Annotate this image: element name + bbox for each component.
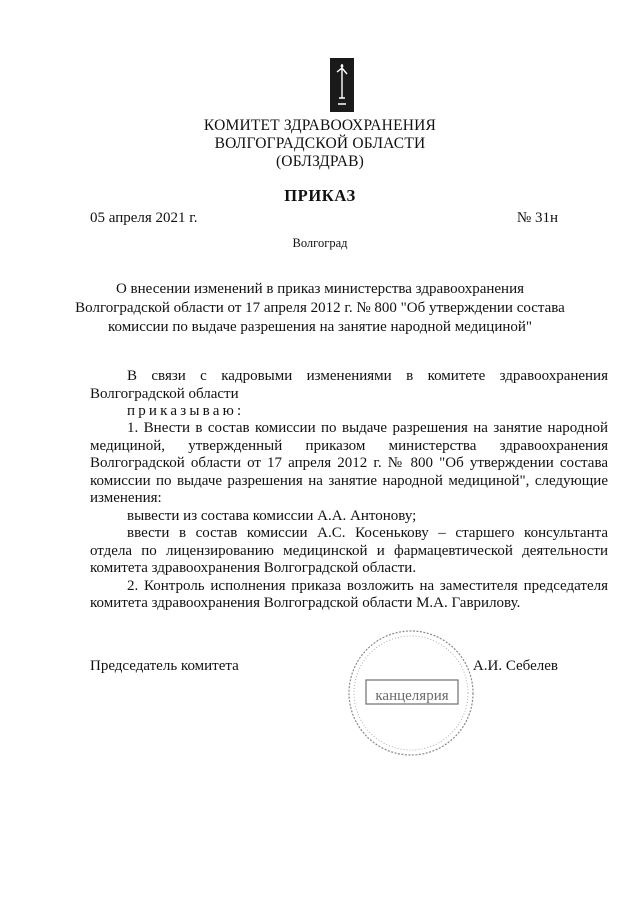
stamp-text: канцелярия — [375, 688, 449, 704]
paragraph2-line1: 2. Контроль исполнения приказа возложить на заместителя председателя — [127, 578, 608, 594]
remove-member-line: вывести из состава комиссии А.А. Антонову; — [127, 508, 417, 524]
add-member-line2: отдела по лицензированию медицинской и фармацевтической деятельности — [90, 543, 608, 559]
add-member-line1: ввести в состав комиссии А.С. Косенькову – старшего консультанта — [127, 525, 608, 541]
city-name: Волгоград — [292, 236, 348, 250]
document-type-title: ПРИКАЗ — [284, 186, 356, 205]
preamble-line1: В связи с кадровыми изменениями в комитете здравоохранения — [127, 368, 608, 384]
order-date: 05 апреля 2021 г. — [90, 210, 198, 226]
org-name-abbrev: (ОБЛЗДРАВ) — [275, 153, 365, 170]
signatory-position: Председатель комитета — [90, 658, 239, 674]
paragraph2-line2: комитета здравоохранения Волгоградской области М.А. Гаврилову. — [90, 595, 521, 611]
add-member-line3: комитета здравоохранения Волгоградской области. — [90, 560, 417, 576]
subject-line3: комиссии по выдаче разрешения на занятие народной медициной" — [107, 319, 533, 335]
org-name-line2: ВОЛГОГРАДСКОЙ ОБЛАСТИ — [214, 135, 426, 152]
order-number: № 31н — [516, 210, 558, 226]
subject-line1: О внесении изменений в приказ министерства здравоохранения — [115, 281, 525, 297]
paragraph1-line1: 1. Внести в состав комиссии по выдаче разрешения на занятие народной — [127, 420, 608, 436]
volgograd-emblem-icon — [330, 58, 354, 112]
order-word: приказываю: — [127, 403, 245, 419]
paragraph1-line2: медициной, утвержденный приказом министерства здравоохранения — [90, 438, 608, 454]
subject-line2: Волгоградской области от 17 апреля 2012 г. № 800 "Об утверждении состава — [75, 300, 565, 316]
signatory-name: А.И. Себелев — [472, 658, 558, 674]
paragraph1-line4: комиссии по выдаче разрешения на занятие народной медициной", следующие — [90, 473, 608, 489]
paragraph1-line5: изменения: — [90, 490, 162, 506]
org-name-line1: КОМИТЕТ ЗДРАВООХРАНЕНИЯ — [203, 117, 437, 134]
preamble-line2: Волгоградской области — [90, 386, 239, 402]
paragraph1-line3: Волгоградской области от 17 апреля 2012 г. № 800 "Об утверждении состава — [90, 455, 608, 471]
